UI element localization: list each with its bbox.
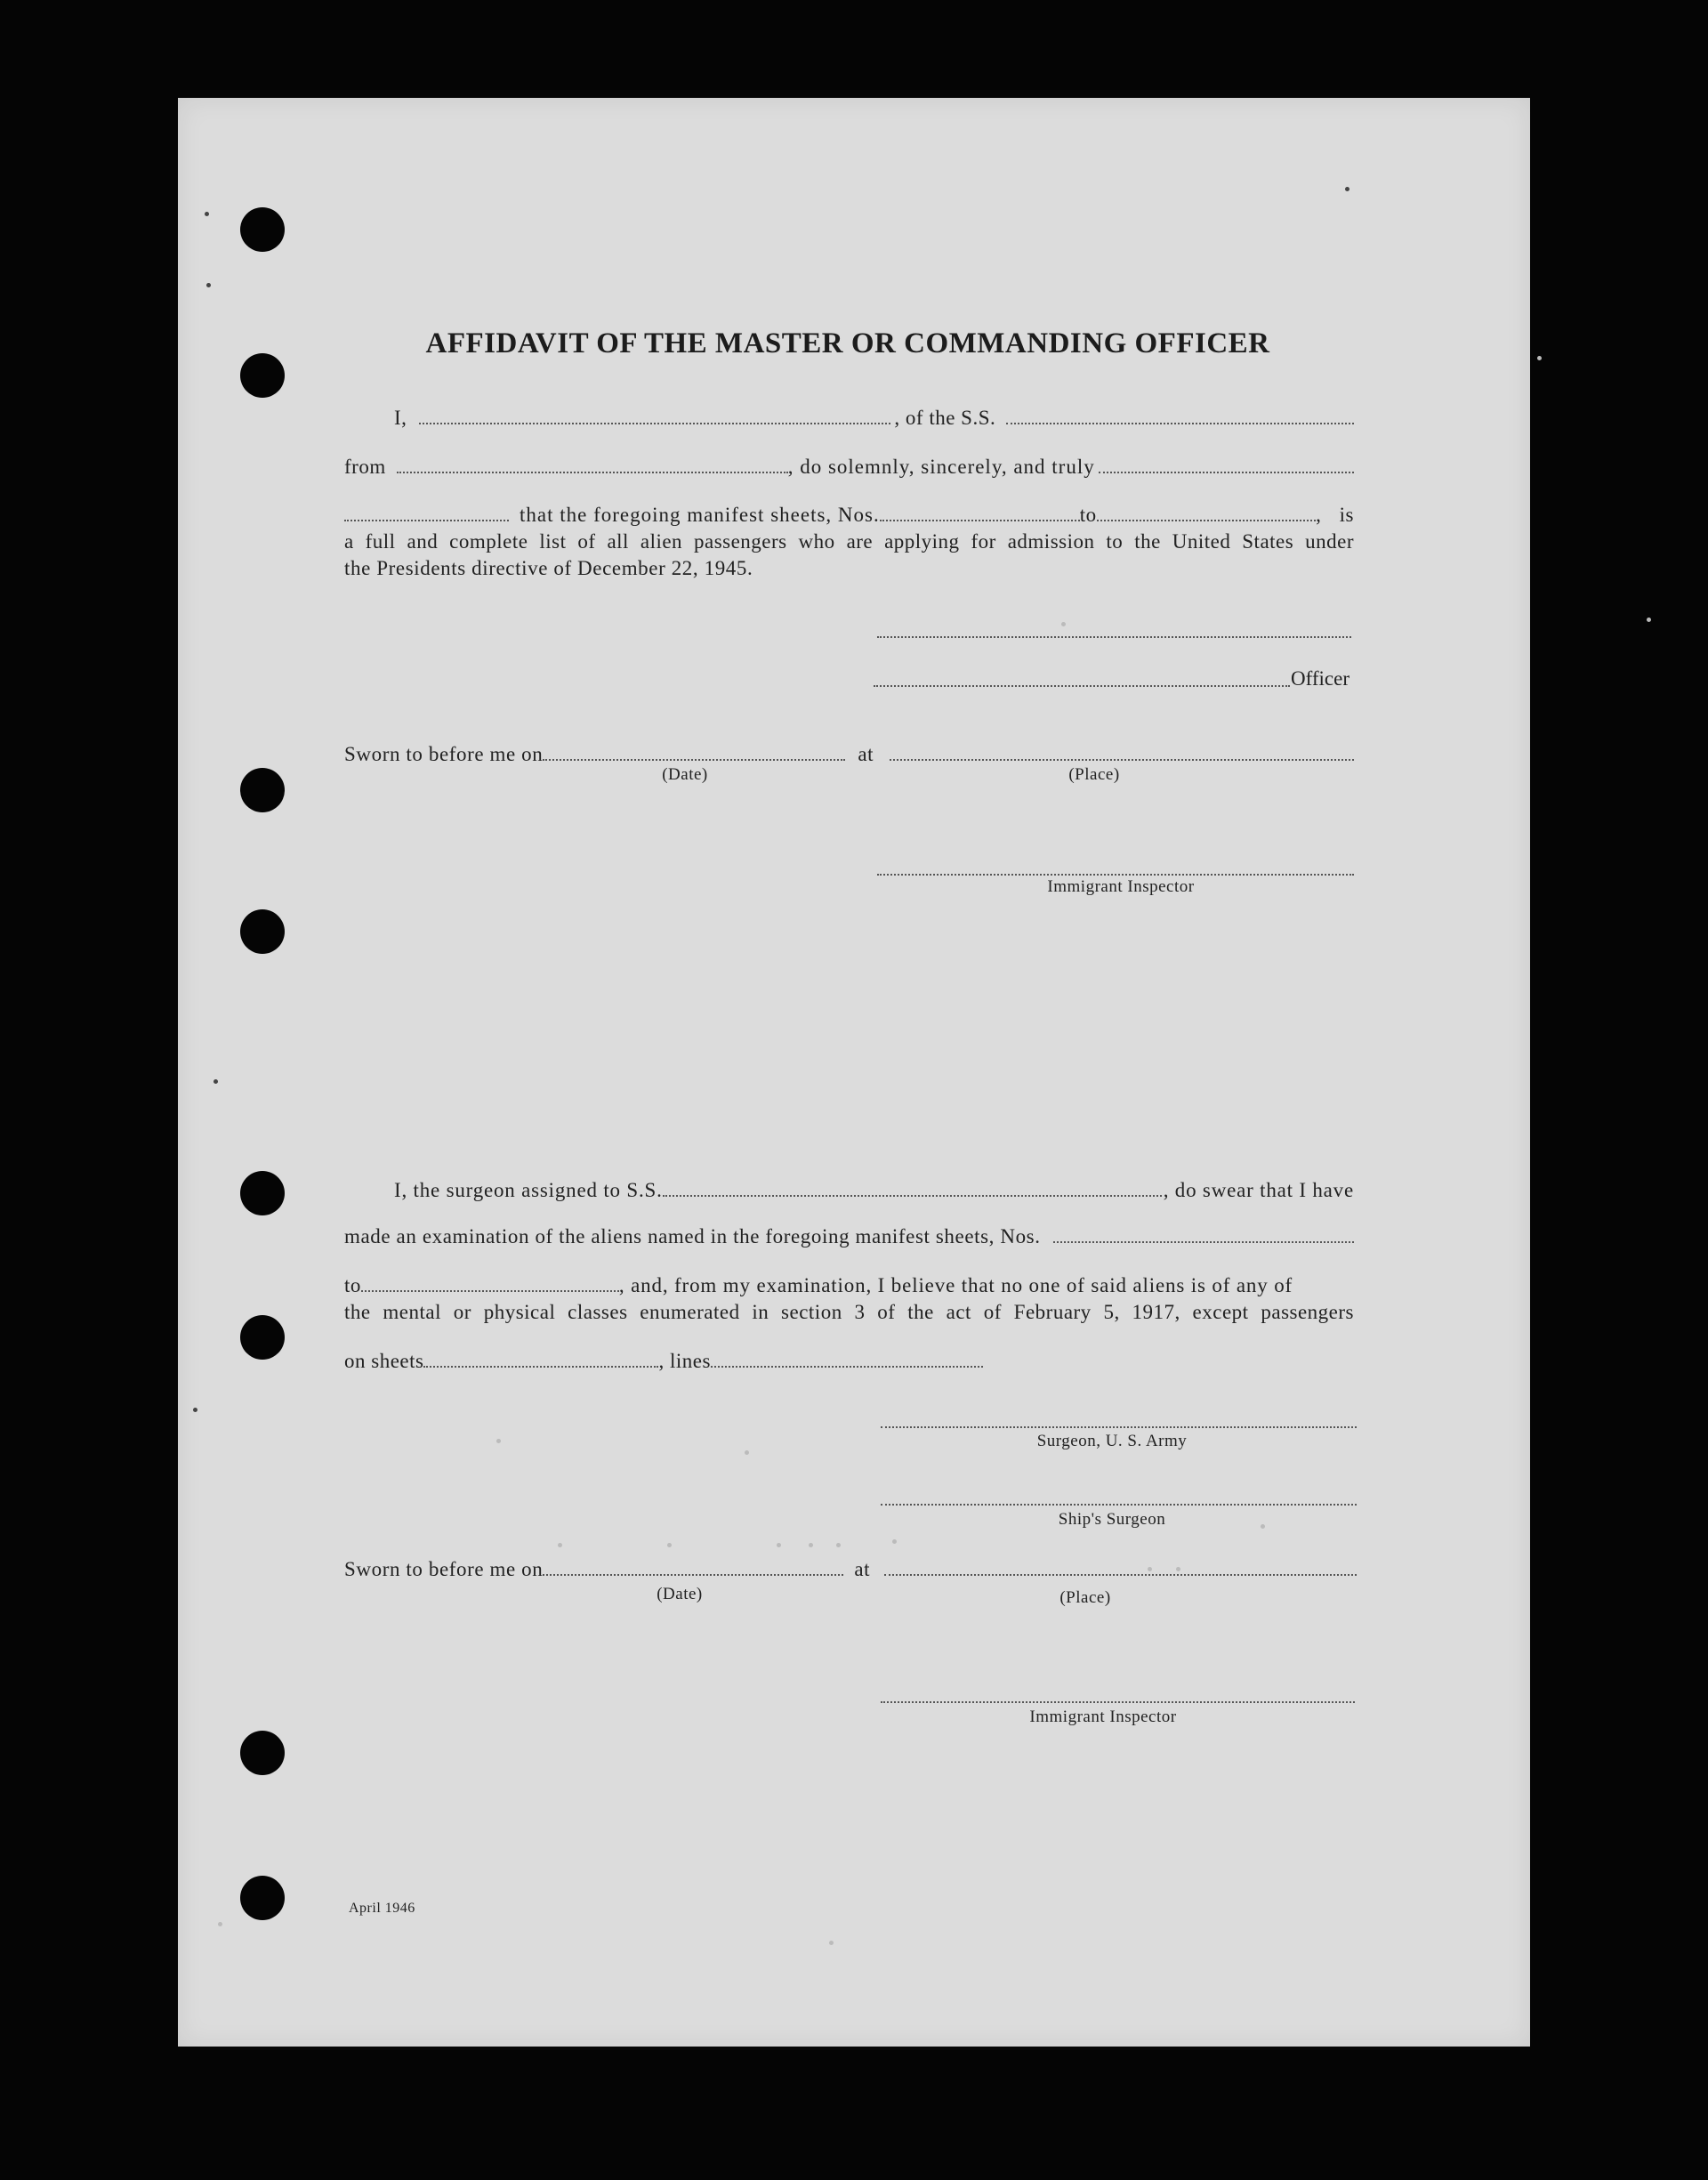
surgeon-ship-name-field[interactable] — [663, 1195, 1162, 1197]
surgeon-nos-to-field[interactable] — [361, 1290, 619, 1292]
master-name-field[interactable] — [419, 423, 890, 424]
surgeon-date-caption: (Date) — [657, 1585, 703, 1603]
surgeon-assigned-label: I, the surgeon assigned to S.S. — [394, 1179, 663, 1201]
surgeon-lines-field[interactable] — [711, 1366, 983, 1368]
master-sworn-line — [344, 743, 1354, 766]
master-of-ss-label: , of the S.S. — [894, 407, 996, 429]
surgeon-belief-label: , and, from my examination, I believe that no one of said aliens is of any of — [618, 1274, 1293, 1296]
master-inspector-caption: Immigrant Inspector — [1047, 877, 1195, 896]
master-sworn-place-field[interactable] — [890, 759, 1354, 761]
master-line-5: the Presidents directive of December 22, 1945. — [344, 557, 753, 579]
surgeon-inspector-caption: Immigrant Inspector — [1029, 1708, 1177, 1726]
master-that-label: that the foregoing manifest sheets, Nos. — [520, 504, 880, 526]
master-inspector-signature-line[interactable] — [877, 874, 1354, 876]
officer-title-line[interactable] — [874, 685, 1290, 687]
master-nos-from-field[interactable] — [880, 520, 1080, 521]
officer-label: Officer — [1291, 667, 1349, 690]
master-at-label: at — [858, 743, 874, 765]
binder-hole — [240, 1731, 285, 1775]
master-place-caption: (Place) — [1068, 765, 1120, 784]
surgeon-line-5 — [344, 1350, 1354, 1373]
binder-hole — [240, 1876, 285, 1920]
master-line-1 — [394, 407, 1354, 430]
master-oath-word-field-2[interactable] — [344, 520, 509, 521]
master-signature-line[interactable] — [877, 636, 1351, 638]
master-line-4: a full and complete list of all alien passengers who are applying for admission to the United States under — [344, 530, 1354, 553]
army-surgeon-caption: Surgeon, U. S. Army — [1036, 1432, 1188, 1450]
army-surgeon-signature-line[interactable] — [881, 1426, 1357, 1428]
surgeon-place-caption: (Place) — [1059, 1588, 1111, 1607]
surgeon-line-4: the mental or physical classes enumerated in section 3 of the act of February 5, 1917, except passengers — [344, 1301, 1354, 1323]
master-from-label: from — [344, 456, 386, 478]
binder-hole — [240, 353, 285, 398]
surgeon-exam-label: made an examination of the aliens named in the foregoing manifest sheets, Nos. — [344, 1225, 1041, 1247]
binder-hole — [240, 207, 285, 252]
surgeon-swear-label: , do swear that I have — [1163, 1179, 1354, 1201]
surgeon-line-1 — [394, 1179, 1354, 1202]
master-sworn-date-field[interactable] — [543, 759, 845, 761]
master-is-label: , is — [1316, 504, 1354, 526]
master-line-2 — [344, 456, 1354, 479]
binder-hole — [240, 768, 285, 812]
surgeon-line-3 — [344, 1274, 1354, 1297]
binder-hole — [240, 1171, 285, 1215]
master-oath-word-field[interactable] — [1099, 472, 1354, 473]
surgeon-sworn-date-field[interactable] — [543, 1574, 843, 1576]
master-nos-to-field[interactable] — [1097, 520, 1317, 521]
master-ship-name-field[interactable] — [1006, 423, 1354, 424]
master-i-label: I, — [394, 407, 407, 429]
master-solemn-label: , do solemnly, sincerely, and truly — [787, 456, 1095, 478]
surgeon-sheets-field[interactable] — [423, 1366, 658, 1368]
master-from-field[interactable] — [397, 472, 788, 473]
surgeon-at-label: at — [854, 1558, 870, 1580]
surgeon-line-2 — [344, 1225, 1354, 1248]
surgeon-sworn-line — [344, 1558, 1357, 1581]
master-to-label: to — [1079, 504, 1097, 526]
form-page — [178, 98, 1530, 2047]
form-print-date: April 1946 — [349, 1901, 415, 1916]
master-line-3 — [344, 504, 1354, 527]
surgeon-lines-label: , lines — [658, 1350, 711, 1372]
surgeon-sheets-label: on sheets — [344, 1350, 424, 1372]
ship-surgeon-caption: Ship's Surgeon — [1058, 1510, 1166, 1529]
binder-hole — [240, 1315, 285, 1360]
surgeon-sworn-label: Sworn to before me on — [344, 1558, 544, 1580]
master-date-caption: (Date) — [662, 765, 708, 784]
surgeon-inspector-signature-line[interactable] — [881, 1701, 1355, 1703]
binder-hole — [240, 909, 285, 954]
surgeon-sworn-place-field[interactable] — [884, 1574, 1357, 1576]
master-sworn-label: Sworn to before me on — [344, 743, 544, 765]
form-title: AFFIDAVIT OF THE MASTER OR COMMANDING OFFICER — [425, 327, 1270, 359]
surgeon-nos-from-field[interactable] — [1053, 1241, 1354, 1243]
ship-surgeon-signature-line[interactable] — [881, 1504, 1357, 1506]
surgeon-to-label: to — [344, 1274, 361, 1296]
